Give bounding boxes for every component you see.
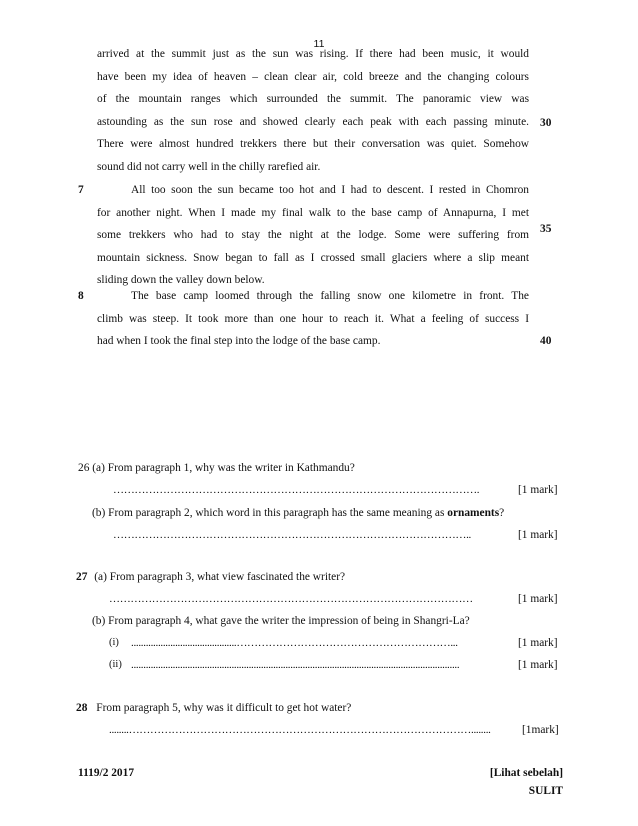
question-26b: [92, 507, 504, 519]
mark-label: [1 mark]: [518, 529, 558, 541]
question-27b: (b) From paragraph 4, what gave the writer the impression of being in Shangri-La?: [92, 615, 470, 627]
passage-line: sound did not carry well in the chilly rarefied air.: [97, 160, 321, 173]
mark-label: [1 mark]: [518, 637, 558, 649]
mark-label: [1 mark]: [518, 484, 558, 496]
passage-line: mountain sickness. Snow began to fall as I crossed small glaciers where a slip meant: [97, 251, 529, 264]
passage-paragraph-8: [97, 285, 529, 353]
line-marker-30: 30: [540, 117, 552, 129]
question-number: 26: [78, 462, 90, 474]
answer-line-26b[interactable]: ………………………………………………………………………………………..: [113, 529, 472, 541]
passage-line: had when I took the final step into the lodge of the base camp.: [97, 335, 381, 348]
line-marker-35: 35: [540, 223, 552, 235]
turn-over-note: [Lihat sebelah]: [489, 767, 563, 779]
passage-paragraph-7: [97, 179, 529, 292]
passage-line: The base camp loomed through the falling snow one kilometre in front. The: [131, 290, 529, 302]
question-26b-text: (b) From paragraph 2, which word in this paragraph has the same meaning as: [92, 507, 445, 519]
passage-line: There were almost hundred trekkers there but their conversation was quiet. Somehow: [97, 138, 529, 151]
passage-line: sliding down the valley down below.: [97, 274, 265, 287]
passage-line: astounding as the sun rose and showed clearly each peak with each passing minute.: [97, 115, 529, 128]
mark-label: [1 mark]: [518, 593, 558, 605]
passage-line: climb was steep. It took more than one hour to reach it. What a feeling of success I: [97, 312, 529, 325]
mark-label: [1 mark]: [518, 659, 558, 671]
question-number: 28: [76, 702, 88, 714]
question-28: [76, 702, 351, 714]
question-number: 27: [76, 571, 88, 583]
passage-line: of the mountain ranges which surrounded the summit. The panoramic view was: [97, 93, 529, 106]
question-27: [76, 571, 345, 583]
answer-line-27b-i[interactable]: ...........................................……………………………………………………...: [131, 637, 458, 649]
question-28-text: From paragraph 5, why was it difficult to get hot water?: [96, 702, 352, 714]
question-26: [78, 462, 355, 474]
question-mark: ?: [499, 507, 505, 519]
question-26a-text: (a) From paragraph 1, why was the writer in Kathmandu?: [92, 462, 355, 474]
paragraph-number-7: 7: [78, 184, 84, 196]
answer-line-27b-ii[interactable]: ......................................................................................................................................: [131, 659, 460, 671]
question-27a-text: (a) From paragraph 3, what view fascinated the writer?: [94, 571, 346, 583]
keyword-ornaments: ornaments: [447, 507, 500, 519]
page-number: 11: [313, 38, 325, 50]
subquestion-i-label: (i): [109, 637, 119, 648]
passage-line: All too soon the sun became too hot and I had to descent. I rested in Chomron: [131, 184, 529, 196]
answer-line-26a[interactable]: ………………………………………………………………………………………….: [113, 484, 480, 496]
subquestion-ii-label: (ii): [109, 659, 122, 670]
paragraph-number-8: 8: [78, 290, 84, 302]
passage-line: some trekkers who had to stay the night at the lodge. Some were suffering from: [97, 229, 529, 242]
passage-paragraph-6: [97, 43, 529, 179]
sulit-label: SULIT: [528, 785, 563, 797]
line-marker-40: 40: [540, 335, 552, 347]
mark-label: [1mark]: [522, 724, 559, 736]
passage-line: arrived at the summit just as the sun was rising. If there had been music, it would: [97, 48, 529, 60]
passage-line: for another night. When I made my final walk to the base camp of Annapurna, I met: [97, 206, 529, 219]
passage-line: have been my idea of heaven – clean clear air, cold breeze and the changing colours: [97, 70, 529, 83]
answer-line-28[interactable]: ........……………………………………………………………………………………........: [109, 724, 491, 736]
paper-code: 1119/2 2017: [78, 767, 135, 779]
answer-line-27a[interactable]: …………………………………………………………………………………………: [109, 593, 473, 605]
